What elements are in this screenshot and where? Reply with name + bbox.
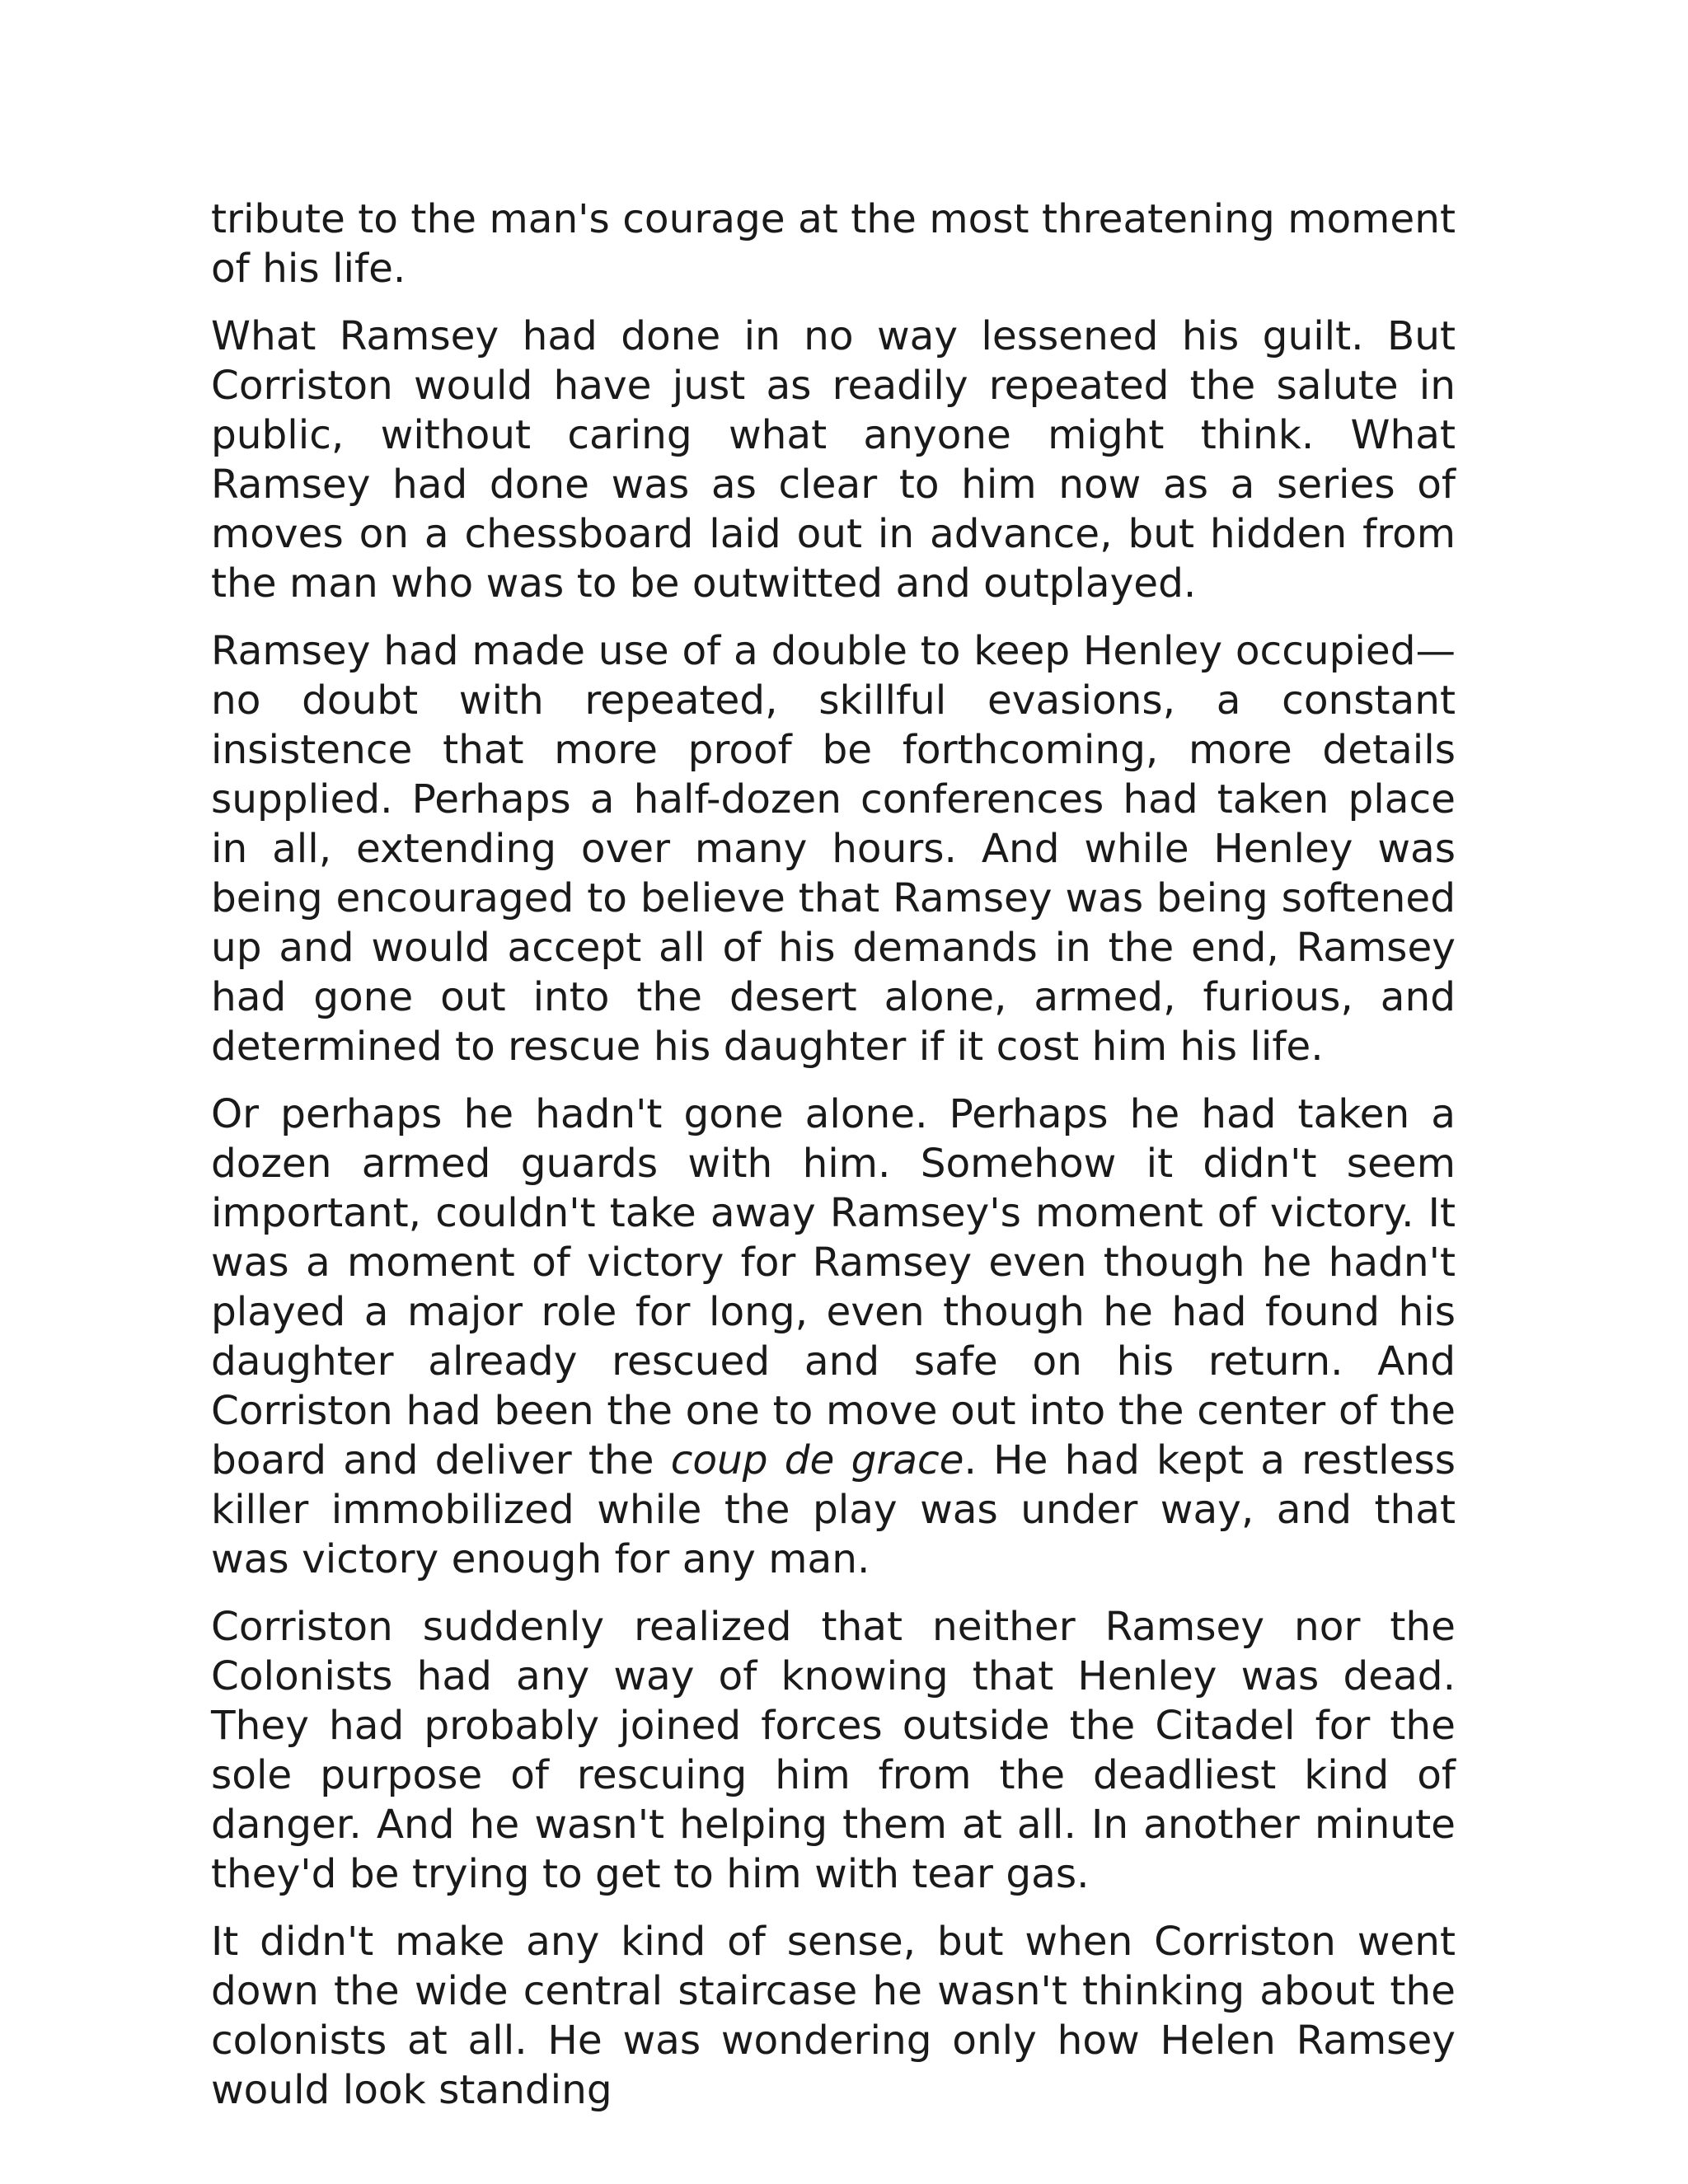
- paragraph-text: It didn't make any kind of sense, but when Corriston went down the wide central staircase he wasn't thinking about the colonists at all. He was wondering only how Helen Ramsey would look standing: [211, 1919, 1456, 2113]
- paragraph-text: tribute to the man's courage at the most threatening moment of his life.: [211, 196, 1456, 292]
- page-body: [211, 194, 1456, 2133]
- paragraph-text: Or perhaps he hadn't gone alone. Perhaps he had taken a dozen armed guards with him. Somehow it didn't seem important, couldn't take away Ramsey's moment of victory. It was a moment of victory for Ramsey even though he hadn't played a major role for long, even though he had found his daughter already rescued and safe on his return. And Corriston had been the one to move out into the center of the board and deliver the: [211, 1091, 1456, 1483]
- paragraph-2: [211, 312, 1456, 608]
- paragraph-text: Ramsey had made use of a double to keep Henley occupied—no doubt with repeated, skillful evasions, a constant insistence that more proof be forthcoming, more details supplied. Perhaps a half-dozen conferences had taken place in all, extending over many hours. And while Henley was being encouraged to believe that Ramsey was being softened up and would accept all of his demands in the end, Ramsey had gone out into the desert alone, armed, furious, and determined to rescue his daughter if it cost him his life.: [211, 628, 1456, 1070]
- paragraph-3: [211, 626, 1456, 1071]
- italic-phrase: coup de grace: [670, 1437, 964, 1483]
- paragraph-text: What Ramsey had done in no way lessened his guilt. But Corriston would have just as readily repeated the salute in public, without caring what anyone might think. What Ramsey had done was as clear to him now as a series of moves on a chessboard laid out in advance, but hidden from the man who was to be outwitted and outplayed.: [211, 313, 1456, 607]
- paragraph-4: [211, 1090, 1456, 1584]
- paragraph-text: . He had kept a restless killer immobilized while the play was under way, and that was victory enough for any man.: [211, 1437, 1456, 1582]
- paragraph-6: [211, 1917, 1456, 2115]
- paragraph-text: Corriston suddenly realized that neither Ramsey nor the Colonists had any way of knowing that Henley was dead. They had probably joined forces outside the Citadel for the sole purpose of rescuing him from the deadliest kind of danger. And he wasn't helping them at all. In another minute they'd be trying to get to him with tear gas.: [211, 1604, 1456, 1897]
- paragraph-5: [211, 1602, 1456, 1899]
- paragraph-1: [211, 194, 1456, 293]
